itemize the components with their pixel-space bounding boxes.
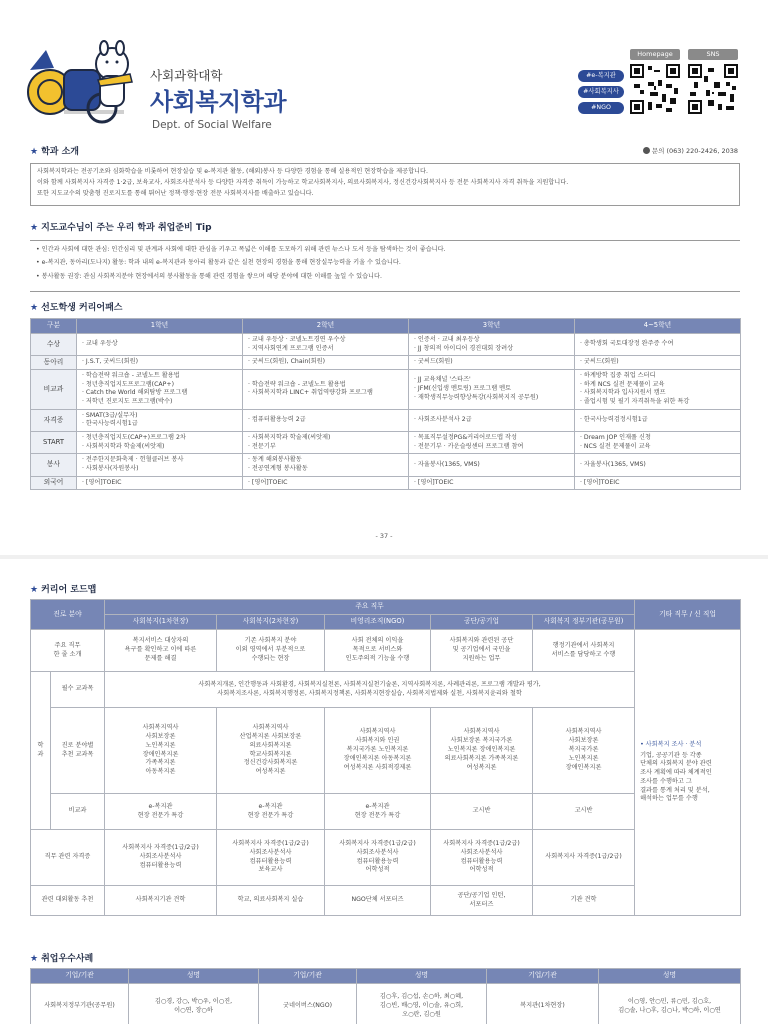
table-cell: · 목표직무설정PG&커리어로드맵 작성 · 전문기부 · 카운슬링센터 프로그램 참여 — [409, 432, 575, 454]
table-cell: · 사회복지학과 학술제(씨앗제) · 전문기부 — [243, 432, 409, 454]
star-icon: ★ — [30, 954, 39, 964]
page-divider — [0, 555, 768, 559]
table-cell: 사회복지역사 산업복지론 사회보장론 의료사회복지론 학교사회복지론 정신건강사회복지론 여성복지론 — [217, 708, 325, 794]
table-cell: 사회복지역사 사회보장론 복지국가론 노인복지론 장애인복지론 의료사회복지론 가족복지론 여성복지론 — [431, 708, 533, 794]
row-header: 관련 대외활동 추천 — [31, 886, 105, 916]
extracurricular-row — [31, 794, 741, 830]
intro-heading: ★ 학과 소개 — [30, 147, 79, 157]
other-duty-title: • 사회복지 조사 · 분석 — [640, 741, 702, 749]
tips-box — [30, 240, 740, 292]
college-name: 사회과학대학 — [150, 68, 223, 83]
table-cell: 사회복지역사 사회보장론 복지국가론 노인복지론 장애인복지론 — [533, 708, 635, 794]
career-path-table — [30, 318, 741, 490]
table-cell: 김○후, 김○섭, 손○하, 최○혜, 김○빈, 배○영, 이○솔, 유○희, 오○란, 김○원 — [357, 984, 487, 1024]
other-duty-text: 기업, 공공기관 등 각종 단체의 사회복지 분야 관련 조사 계획에 따라 체계적인 조사를 수행하고 그 결과를 통계 처리 및 분석, 해석하는 업무를 수행 — [640, 751, 712, 803]
row-header: START — [31, 432, 77, 454]
tag-ngo[interactable]: #NGO — [578, 102, 624, 114]
table-cell: 기존 사회복지 분야 이외 영역에서 부분적으로 수행되는 현장 — [217, 630, 325, 672]
row-header: 비교과 — [31, 370, 77, 410]
main-duty-header: 주요 직무 — [105, 600, 635, 615]
table-cell: 행정기관에서 사회복지 서비스를 담당하고 수행 — [533, 630, 635, 672]
table-cell: 고시반 — [533, 794, 635, 830]
row-header: 직무 관련 자격증 — [31, 830, 105, 886]
table-cell: 굿네이버스(NGO) — [259, 984, 357, 1024]
table-cell: · 학습전략 워크숍 - 코넬노트 활용법 · 청년층직업지도프로그램(CAP+) · Catch the World 해외탐방 프로그램 · 저학년 진로지도 프로그램(박수) — [77, 370, 243, 410]
table-cell: · [영어]TOEIC — [77, 476, 243, 490]
employment-heading: ★ 취업우수사례 — [30, 954, 94, 964]
row-header: 외국어 — [31, 476, 77, 490]
table-cell: · 한국사능력검정시험1급 — [575, 409, 741, 431]
intro-line: 이와 함께 사회복지사 자격증 1·2급, 보육교사, 사회조사분석사 등 다양한 자격증 취득이 가능하고 학교사회복지사, 의료사회복지사, 정신건강사회복지사 등 전문 사회복지사 자격 취득을 지원합니다. — [37, 178, 569, 186]
table-cell: · SMAT(3급/실무자) · 한국사능력시험1급 — [77, 409, 243, 431]
mascot-illustration — [20, 40, 138, 128]
row-header: 주요 직무 한 줄 소개 — [31, 630, 105, 672]
star-icon: ★ — [30, 585, 39, 595]
employment-cases-table — [30, 968, 741, 1024]
table-cell: · 동계 해외봉사활동 · 전공연계형 봉사활동 — [243, 454, 409, 476]
intro-box — [30, 163, 740, 206]
table-cell: · [영어]TOEIC — [243, 476, 409, 490]
field-header: 진로 분야 — [31, 600, 105, 630]
other-duty-cell — [635, 630, 741, 916]
table-cell: 사회복지와 관련된 공단 및 공기업에서 국민을 지원하는 업무 — [431, 630, 533, 672]
intro-line: 사회복지학과는 전공기초와 심화학습을 비롯하여 현장실습 및 e-복지관 활동, (해외)봉사 등 다양한 경험을 통해 실용적인 현장학습을 제공합니다. — [37, 168, 428, 175]
tip-line: • 인간과 사회에 대한 관심: 인간심리 및 관계과 사회에 대한 관심을 키우고 폭넓은 이해를 도모하기 위해 관련 뉴스나 도서 등을 탐색하는 것이 좋습니다. — [36, 246, 446, 253]
table-cell: · 자율봉사(1365, VMS) — [409, 454, 575, 476]
career-roadmap-table — [30, 599, 741, 916]
recommended-row — [31, 708, 741, 794]
header-row — [31, 615, 741, 630]
table-cell: · 굿씨드(회원) — [575, 356, 741, 370]
table-cell: · 사회조사분석사 2급 — [409, 409, 575, 431]
column-header: 기업/기관 — [487, 969, 599, 984]
table-cell: · 컴퓨터활용능력 2급 — [243, 409, 409, 431]
department-title-english: Dept. of Social Welfare — [152, 119, 272, 131]
table-row — [31, 984, 741, 1024]
table-cell: · 청년층직업지도(CAP+)프로그램 2차 · 사회복지학과 학술제(씨앗제) — [77, 432, 243, 454]
row-header: 진로 분야별 추천 교과목 — [51, 708, 105, 794]
row-header: 필수 교과목 — [51, 672, 105, 708]
tag-e-welfare[interactable]: #e-복지관 — [578, 70, 624, 82]
table-cell: 사회복지정부기관(공무원) — [31, 984, 129, 1024]
table-cell: · 굿씨드(회원), Chain(회원) — [243, 356, 409, 370]
column-header: 기업/기관 — [31, 969, 129, 984]
tag-social-worker[interactable]: #사회복지사 — [578, 86, 624, 98]
star-icon: ★ — [30, 223, 39, 233]
contact-info: 문의 (063) 220-2426, 2038 — [643, 147, 738, 156]
column-header: 비영리조직(NGO) — [325, 615, 431, 630]
row-header: 수상 — [31, 334, 77, 356]
table-cell: · 인증서 · 교내 최우등상 · JJ 창의적 아이디어 경진대회 장려상 — [409, 334, 575, 356]
column-header: 3학년 — [409, 319, 575, 334]
career-path-heading: ★ 선도학생 커리어패스 — [30, 303, 123, 313]
table-cell: · 전주한지문화축제 · 헌혈클러브 봉사 · 사회봉사(자원봉사) — [77, 454, 243, 476]
table-cell: e-복지관 현장 전문가 특강 — [105, 794, 217, 830]
table-cell: 기관 견학 — [533, 886, 635, 916]
column-header: 성명 — [599, 969, 741, 984]
intro-line: 또한 지도교수의 맞춤형 진로지도를 통해 뛰어난 정책·행정·현장 전문 사회복지사를 배출하고 있습니다. — [37, 189, 314, 197]
table-cell: 학교, 의료사회복지 실습 — [217, 886, 325, 916]
table-cell: · J.S.T, 굿씨드(회원) — [77, 356, 243, 370]
required-row — [31, 672, 741, 708]
table-cell: e-복지관 현장 전문가 특강 — [217, 794, 325, 830]
table-cell: 공단/공기업 인턴, 서포터즈 — [431, 886, 533, 916]
table-cell: · [영어]TOEIC — [409, 476, 575, 490]
star-icon: ★ — [30, 147, 39, 157]
column-header: 1학년 — [77, 319, 243, 334]
row-header: 봉사 — [31, 454, 77, 476]
table-cell: · 교내 우등상 · 코넬노트경연 우수상 · 지역사회연계 프로그램 인증서 — [243, 334, 409, 356]
table-cell: 사회복지사 자격증(1급/2급) 사회조사분석사 컴퓨터활용능력 — [105, 830, 217, 886]
table-cell: · [영어]TOEIC — [575, 476, 741, 490]
major-label: 학과 — [31, 672, 51, 830]
column-header: 구분 — [31, 319, 77, 334]
tip-line: • 봉사활동 권장: 관심 사회복지분야 현장에서의 봉사활동을 통해 관련 경험을 쌓으며 해당 분야에 대한 이해를 높일 수 있습니다. — [36, 272, 382, 280]
header-row — [31, 600, 741, 615]
table-cell: 사회복지사 자격증(1급/2급) 사회조사분석사 컴퓨터활용능력 보육교사 — [217, 830, 325, 886]
column-header: 성명 — [357, 969, 487, 984]
table-cell: · 자율봉사(1365, VMS) — [575, 454, 741, 476]
table-cell: 복지관(1차현장) — [487, 984, 599, 1024]
homepage-qr-code[interactable] — [630, 64, 680, 114]
column-header: 4~5학년 — [575, 319, 741, 334]
table-cell: · JJ 교육채널 '스타즈' · JFM(신입생 멘토링) 프로그램 멘토 · 재학생직무능력향상특강(사회복지직 공무원) — [409, 370, 575, 410]
table-cell: 사회 전체의 이익을 목적으로 서비스와 인도주의적 기능을 수행 — [325, 630, 431, 672]
table-cell: · 학습전략 워크숍 - 코넬노트 활용법 · 사회복지학과 LINC+ 취업역량강화 프로그램 — [243, 370, 409, 410]
table-row — [31, 334, 741, 356]
table-cell: NGO단체 서포터즈 — [325, 886, 431, 916]
roadmap-heading: ★ 커리어 로드맵 — [30, 585, 97, 595]
table-cell: 사회복지기관 견학 — [105, 886, 217, 916]
phone-icon — [643, 147, 650, 154]
activity-row — [31, 886, 741, 916]
table-cell: 사회복지사 자격증(1급/2급) 사회조사분석사 컴퓨터활용능력 어학성적 — [431, 830, 533, 886]
required-courses: 사회복지개론, 인간행동과 사회환경, 사회복지실천론, 사회복지실천기술론, 지역사회복지론, 사례관리론, 프로그램 개발과 평가, 사회복지조사론, 사회복지행정론, 사회복지정책론, 사회복지현장실습, 사회복지법제와 실천, 사회복지윤리와 철학 — [105, 672, 635, 708]
sns-qr-code[interactable] — [688, 64, 738, 114]
department-title: 사회복지학과 — [150, 88, 287, 116]
cert-row — [31, 830, 741, 886]
table-row — [31, 370, 741, 410]
duties-row — [31, 630, 741, 672]
table-cell: · 하계방학 집중 취업 스터디 · 하계 NCS 실전 문제풀이 교육 · 사회복지학과 입사지원서 캠프 · 졸업시험 및 필기 자격취득을 위한 특강 — [575, 370, 741, 410]
column-header: 2학년 — [243, 319, 409, 334]
table-cell: 사회복지역사 사회보장론 노인복지론 장애인복지론 가족복지론 아동복지론 — [105, 708, 217, 794]
sns-label: SNS — [688, 49, 738, 60]
table-cell: · 총학생회 국토대장정 완주증 수여 — [575, 334, 741, 356]
row-header: 동아리 — [31, 356, 77, 370]
table-cell: · 굿씨드(회원) — [409, 356, 575, 370]
table-row — [31, 409, 741, 431]
row-header: 자격증 — [31, 409, 77, 431]
table-row — [31, 432, 741, 454]
page-number: - 37 - — [375, 532, 393, 540]
homepage-label: Homepage — [630, 49, 680, 60]
table-cell: 이○영, 안○민, 류○민, 김○호, 김○솔, 나○후, 김○나, 박○하, 이○연 — [599, 984, 741, 1024]
table-cell: 복지서비스 대상자의 욕구를 확인하고 이에 따른 문제를 해결 — [105, 630, 217, 672]
column-header: 사회복지 정부기관(공무원) — [533, 615, 635, 630]
table-cell: 사회복지사 자격증(1급/2급) 사회조사분석사 컴퓨터활용능력 어학성적 — [325, 830, 431, 886]
table-cell: 사회복지역사 사회복지와 인권 복지국가론 노인복지론 장애인복지론 아동복지론 여성복지론 사회적경제론 — [325, 708, 431, 794]
tip-line: • e-복지관, 동아리(도나지) 활동: 학과 내의 e-복지관과 동아리 활동과 같은 실천 현장의 경험을 통해 현장실무능력을 키울 수 있습니다. — [36, 259, 401, 267]
column-header: 사회복지(1차현장) — [105, 615, 217, 630]
other-duty-header: 기타 직무 / 신 직업 — [635, 600, 741, 630]
tips-heading: ★ 지도교수님이 주는 우리 학과 취업준비 Tip — [30, 223, 212, 233]
table-row — [31, 476, 741, 490]
column-header: 공단/공기업 — [431, 615, 533, 630]
column-header: 성명 — [129, 969, 259, 984]
table-cell: 고시반 — [431, 794, 533, 830]
table-cell: · Dream JOP 인재풀 신청 · NCS 실전 문제풀이 교육 — [575, 432, 741, 454]
table-cell: e-복지관 현장 전문가 특강 — [325, 794, 431, 830]
star-icon: ★ — [30, 303, 39, 313]
table-cell: 사회복지사 자격증(1급/2급) — [533, 830, 635, 886]
column-header: 사회복지(2차현장) — [217, 615, 325, 630]
table-cell: · 교내 우등상 — [77, 334, 243, 356]
table-row — [31, 454, 741, 476]
table-cell: 김○경, 강○, 박○우, 이○진, 이○연, 장○하 — [129, 984, 259, 1024]
row-header: 비교과 — [51, 794, 105, 830]
table-row — [31, 356, 741, 370]
column-header: 기업/기관 — [259, 969, 357, 984]
